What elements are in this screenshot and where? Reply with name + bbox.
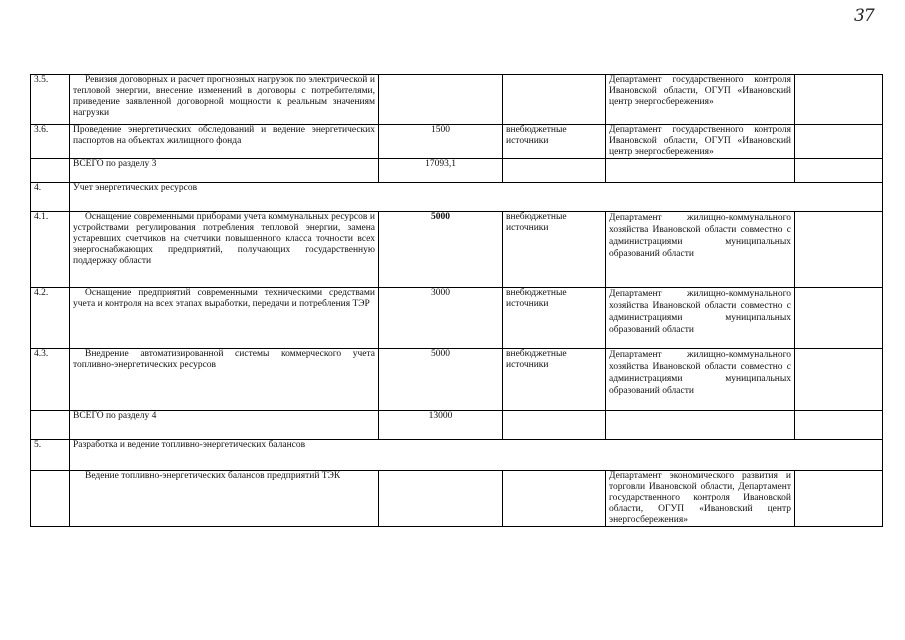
- section-total-amount: 17093,1: [379, 159, 503, 183]
- measure-description: Проведение энергетических обследований и ведение энергетических паспортов на объектах жилищного фонда: [70, 125, 379, 159]
- section-number: 5.: [31, 440, 70, 471]
- measure-description: Оснащение предприятий современными техническими средствами учета и контроля на всех этапах выработки, передачи и потребления ТЭР: [70, 288, 379, 349]
- executor: Департамент государственного контроля Ивановской области, ОГУП «Ивановский центр энергосбережения»: [606, 75, 795, 125]
- measure-description: Ведение топливно-энергетических балансов предприятий ТЭК: [70, 471, 379, 527]
- section-total-row: [31, 411, 883, 440]
- funding-source: внебюджетные источники: [503, 212, 606, 288]
- note-cell: [795, 288, 883, 349]
- row-number: 4.1.: [31, 212, 70, 288]
- row-number: [31, 471, 70, 527]
- funding-amount: 5000: [379, 349, 503, 411]
- note-cell: [795, 125, 883, 159]
- page-number: 37: [854, 6, 874, 26]
- table-row: [31, 471, 883, 527]
- row-number: 3.6.: [31, 125, 70, 159]
- section-total-amount: 13000: [379, 411, 503, 440]
- note-cell: [795, 349, 883, 411]
- section-title: Разработка и ведение топливно-энергетических балансов: [70, 440, 883, 471]
- section-heading-row: [31, 440, 883, 471]
- note-cell: [795, 75, 883, 125]
- program-table: [30, 74, 883, 527]
- row-number: 4.3.: [31, 349, 70, 411]
- executor: Департамент экономического развития и торговли Ивановской области, Департамент государственного контроля Ивановской области, ОГУП «Ивановский центр энергосбережения»: [606, 471, 795, 527]
- measure-description: Оснащение современными приборами учета коммунальных ресурсов и устройствами регулирования потребления тепловой энергии, замена устаревших счетчиков на счетчики повышенного класса точности всех энергоснабжающих предприятий, получающих государственную поддержку области: [70, 212, 379, 288]
- funding-source: внебюджетные источники: [503, 288, 606, 349]
- executor: Департамент жилищно-коммунального хозяйства Ивановской области совместно с администрациями муниципальных образований области: [606, 349, 795, 411]
- row-number: 3.5.: [31, 75, 70, 125]
- funding-source: внебюджетные источники: [503, 125, 606, 159]
- executor: Департамент жилищно-коммунального хозяйства Ивановской области совместно с администрациями муниципальных образований области: [606, 212, 795, 288]
- table-row: [31, 288, 883, 349]
- section-number: 4.: [31, 183, 70, 212]
- executor: Департамент государственного контроля Ивановской области, ОГУП «Ивановский центр энергосбережения»: [606, 125, 795, 159]
- funding-amount: 1500: [379, 125, 503, 159]
- section-heading-row: [31, 183, 883, 212]
- funding-source: внебюджетные источники: [503, 349, 606, 411]
- executor: Департамент жилищно-коммунального хозяйства Ивановской области совместно с администрациями муниципальных образований области: [606, 288, 795, 349]
- funding-source: [503, 471, 606, 527]
- section-title: Учет энергетических ресурсов: [70, 183, 883, 212]
- table-row: [31, 75, 883, 125]
- note-cell: [795, 212, 883, 288]
- section-total-row: [31, 159, 883, 183]
- funding-amount: 3000: [379, 288, 503, 349]
- funding-source: [503, 75, 606, 125]
- note-cell: [795, 471, 883, 527]
- measure-description: Внедрение автоматизированной системы коммерческого учета топливно-энергетических ресурсов: [70, 349, 379, 411]
- section-total-label: ВСЕГО по разделу 3: [70, 159, 379, 183]
- measure-description: Ревизия договорных и расчет прогнозных нагрузок по электрической и тепловой энергии, внесение изменений в договоры с потребителями, приведение заявленной договорной мощности к реальным значениям нагрузки: [70, 75, 379, 125]
- section-total-label: ВСЕГО по разделу 4: [70, 411, 379, 440]
- table-row: [31, 349, 883, 411]
- funding-amount: [379, 75, 503, 125]
- table-row: [31, 125, 883, 159]
- funding-amount: [379, 471, 503, 527]
- row-number: 4.2.: [31, 288, 70, 349]
- table-row: [31, 212, 883, 288]
- funding-amount: 5000: [379, 212, 503, 288]
